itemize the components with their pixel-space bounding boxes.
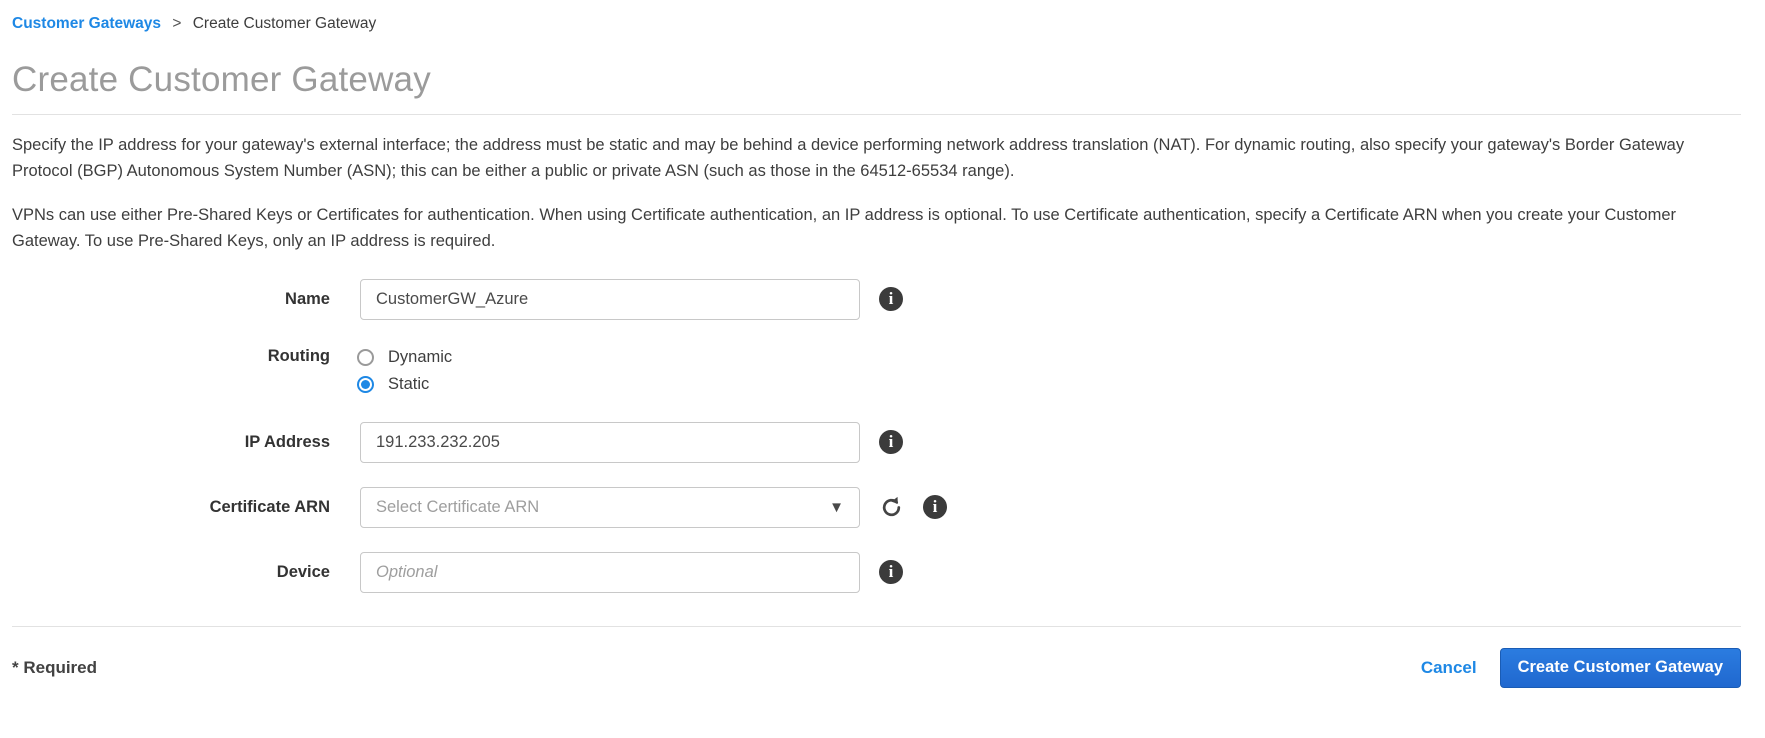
breadcrumb-separator: > (172, 15, 182, 32)
device-input[interactable] (360, 552, 860, 593)
certificate-arn-select[interactable] (360, 487, 860, 528)
intro-paragraph-1: Specify the IP address for your gateway's external interface; the address must be static and may be behind a device performing network address translation (NAT). For dynamic routing, also specify your gateway's Border Gateway Protocol (BGP) Autonomous System Number (ASN); this can be either a public or private ASN (such as those in the 64512-65534 range). (12, 136, 1685, 180)
certificate-arn-label: Certificate ARN (209, 497, 330, 516)
routing-option-dynamic[interactable] (357, 344, 452, 371)
name-label: Name (285, 289, 330, 308)
routing-label: Routing (267, 346, 330, 365)
ip-address-row (12, 422, 1741, 463)
cancel-button[interactable]: Cancel (1420, 657, 1477, 677)
routing-option-static[interactable] (357, 371, 452, 398)
radio-static-icon (357, 376, 374, 393)
name-input[interactable] (360, 279, 860, 320)
certificate-arn-placeholder: Select Certificate ARN (376, 497, 540, 516)
footer-bar (12, 648, 1741, 688)
refresh-icon[interactable] (879, 495, 904, 520)
footer-actions (1421, 648, 1741, 688)
chevron-down-icon: ▼ (829, 498, 844, 516)
certificate-arn-row (12, 487, 1741, 528)
page-title: Create Customer Gateway (12, 60, 431, 99)
routing-row (12, 344, 1741, 398)
name-row (12, 279, 1741, 320)
device-label: Device (276, 562, 330, 581)
breadcrumb (12, 0, 1741, 33)
ip-address-info-icon[interactable]: i (879, 430, 903, 454)
customer-gateway-form (12, 279, 1741, 593)
header-divider (12, 114, 1741, 115)
routing-radio-group (330, 344, 452, 398)
ip-address-input[interactable] (360, 422, 860, 463)
certificate-arn-info-icon[interactable]: i (923, 495, 947, 519)
device-info-icon[interactable]: i (879, 560, 903, 584)
radio-dynamic-icon (357, 349, 374, 366)
create-customer-gateway-button[interactable]: Create Customer Gateway (1500, 648, 1741, 688)
required-note: * Required (12, 657, 98, 677)
breadcrumb-customer-gateways-link[interactable]: Customer Gateways (12, 15, 162, 32)
breadcrumb-current: Create Customer Gateway (192, 15, 377, 32)
name-info-icon[interactable]: i (879, 287, 903, 311)
ip-address-label: IP Address (244, 432, 330, 451)
footer-divider (12, 626, 1741, 627)
routing-option-static-label: Static (388, 374, 430, 393)
intro-text (12, 133, 1741, 255)
routing-option-dynamic-label: Dynamic (388, 347, 453, 366)
device-row (12, 552, 1741, 593)
intro-paragraph-2: VPNs can use either Pre-Shared Keys or Certificates for authentication. When using Certificate authentication, an IP address is optional. To use Certificate authentication, specify a Certificate ARN when you create your Customer Gateway. To use Pre-Shared Keys, only an IP address is required. (12, 205, 1676, 250)
